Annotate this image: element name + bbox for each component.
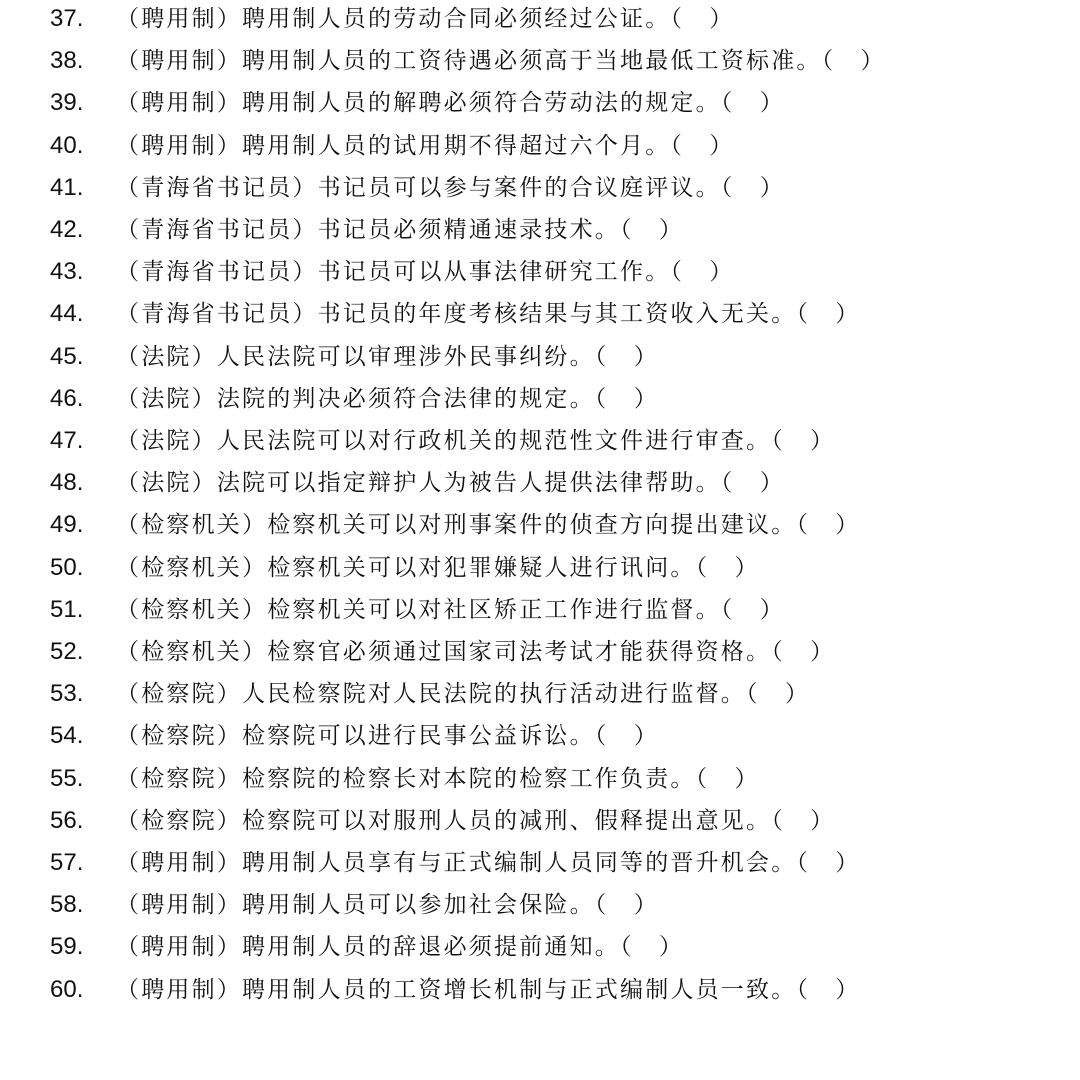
question-item xyxy=(0,252,1080,292)
question-text: （法院）法院可以指定辩护人为被告人提供法律帮助。（ ） xyxy=(116,470,785,497)
question-number: 41. xyxy=(50,173,84,201)
question-text: （青海省书记员）书记员必须精通速录技术。（ ） xyxy=(116,217,685,243)
question-number: 46. xyxy=(50,384,84,412)
question-text: （青海省书记员）书记员可以从事法律研究工作。（ ） xyxy=(116,259,735,286)
question-item xyxy=(0,210,1080,250)
question-item xyxy=(0,885,1080,925)
question-item xyxy=(0,759,1080,799)
question-text: （聘用制）聘用制人员可以参加社会保险。（ ） xyxy=(116,892,659,919)
question-item xyxy=(0,548,1080,588)
question-item xyxy=(0,0,1080,39)
question-number: 52. xyxy=(50,638,84,665)
question-item xyxy=(0,463,1080,503)
question-item xyxy=(0,421,1080,461)
question-number: 40. xyxy=(50,131,84,159)
question-item xyxy=(0,294,1080,334)
question-text: （法院）人民法院可以审理涉外民事纠纷。（ ） xyxy=(116,343,659,370)
question-item xyxy=(0,674,1080,714)
question-number: 45. xyxy=(50,342,84,370)
question-item xyxy=(0,590,1080,630)
question-text: （检察院）检察院可以对服刑人员的减刑、假释提出意见。（ ） xyxy=(116,807,836,834)
question-text: （青海省书记员）书记员可以参与案件的合议庭评议。（ ） xyxy=(116,174,785,201)
question-number: 42. xyxy=(50,216,84,243)
question-item xyxy=(0,716,1080,756)
question-item xyxy=(0,379,1080,419)
question-number: 59. xyxy=(50,933,84,961)
question-item xyxy=(0,843,1080,883)
question-text: （检察机关）检察机关可以对社区矫正工作进行监督。（ ） xyxy=(116,596,785,623)
question-item xyxy=(0,168,1080,208)
question-text: （法院）法院的判决必须符合法律的规定。（ ） xyxy=(116,385,659,412)
question-number: 60. xyxy=(50,975,84,1003)
question-text: （聘用制）聘用制人员的工资待遇必须高于当地最低工资标准。（ ） xyxy=(116,48,886,75)
question-number: 38. xyxy=(50,47,84,75)
question-item xyxy=(0,126,1080,166)
question-number: 54. xyxy=(50,722,84,750)
question-number: 51. xyxy=(50,595,84,623)
question-item xyxy=(0,83,1080,123)
question-text: （聘用制）聘用制人员享有与正式编制人员同等的晋升机会。（ ） xyxy=(116,850,861,876)
question-text: （检察院）人民检察院对人民法院的执行活动进行监督。（ ） xyxy=(116,681,811,708)
question-text: （检察机关）检察机关可以对犯罪嫌疑人进行讯问。（ ） xyxy=(116,554,760,581)
question-item xyxy=(0,632,1080,672)
question-item xyxy=(0,337,1080,377)
question-text: （检察院）检察院的检察长对本院的检察工作负责。（ ） xyxy=(116,765,760,792)
question-text: （聘用制）聘用制人员的辞退必须提前通知。（ ） xyxy=(116,934,685,961)
question-text: （聘用制）聘用制人员的劳动合同必须经过公证。（ ） xyxy=(116,6,735,32)
question-text: （法院）人民法院可以对行政机关的规范性文件进行审查。（ ） xyxy=(116,428,836,454)
question-item xyxy=(0,801,1080,841)
question-item xyxy=(0,927,1080,967)
question-text: （检察机关）检察机关可以对刑事案件的侦查方向提出建议。（ ） xyxy=(116,512,861,539)
question-number: 48. xyxy=(50,469,84,497)
question-number: 39. xyxy=(50,89,84,117)
question-text: （聘用制）聘用制人员的解聘必须符合劳动法的规定。（ ） xyxy=(116,90,785,117)
question-text: （检察院）检察院可以进行民事公益诉讼。（ ） xyxy=(116,723,659,750)
question-number: 56. xyxy=(50,806,84,834)
question-number: 55. xyxy=(50,764,84,792)
question-number: 53. xyxy=(50,680,84,708)
question-number: 43. xyxy=(50,258,84,286)
question-item xyxy=(0,970,1080,1010)
question-text: （聘用制）聘用制人员的试用期不得超过六个月。（ ） xyxy=(116,132,735,159)
question-number: 58. xyxy=(50,891,84,919)
question-number: 57. xyxy=(50,849,84,876)
question-number: 50. xyxy=(50,553,84,581)
question-item xyxy=(0,41,1080,81)
question-text: （检察机关）检察官必须通过国家司法考试才能获得资格。（ ） xyxy=(116,639,836,665)
question-number: 49. xyxy=(50,511,84,539)
question-item xyxy=(0,505,1080,545)
question-number: 37. xyxy=(50,5,84,32)
question-text: （青海省书记员）书记员的年度考核结果与其工资收入无关。（ ） xyxy=(116,301,861,328)
question-number: 44. xyxy=(50,300,84,328)
question-number: 47. xyxy=(50,427,84,454)
question-text: （聘用制）聘用制人员的工资增长机制与正式编制人员一致。（ ） xyxy=(116,976,861,1003)
